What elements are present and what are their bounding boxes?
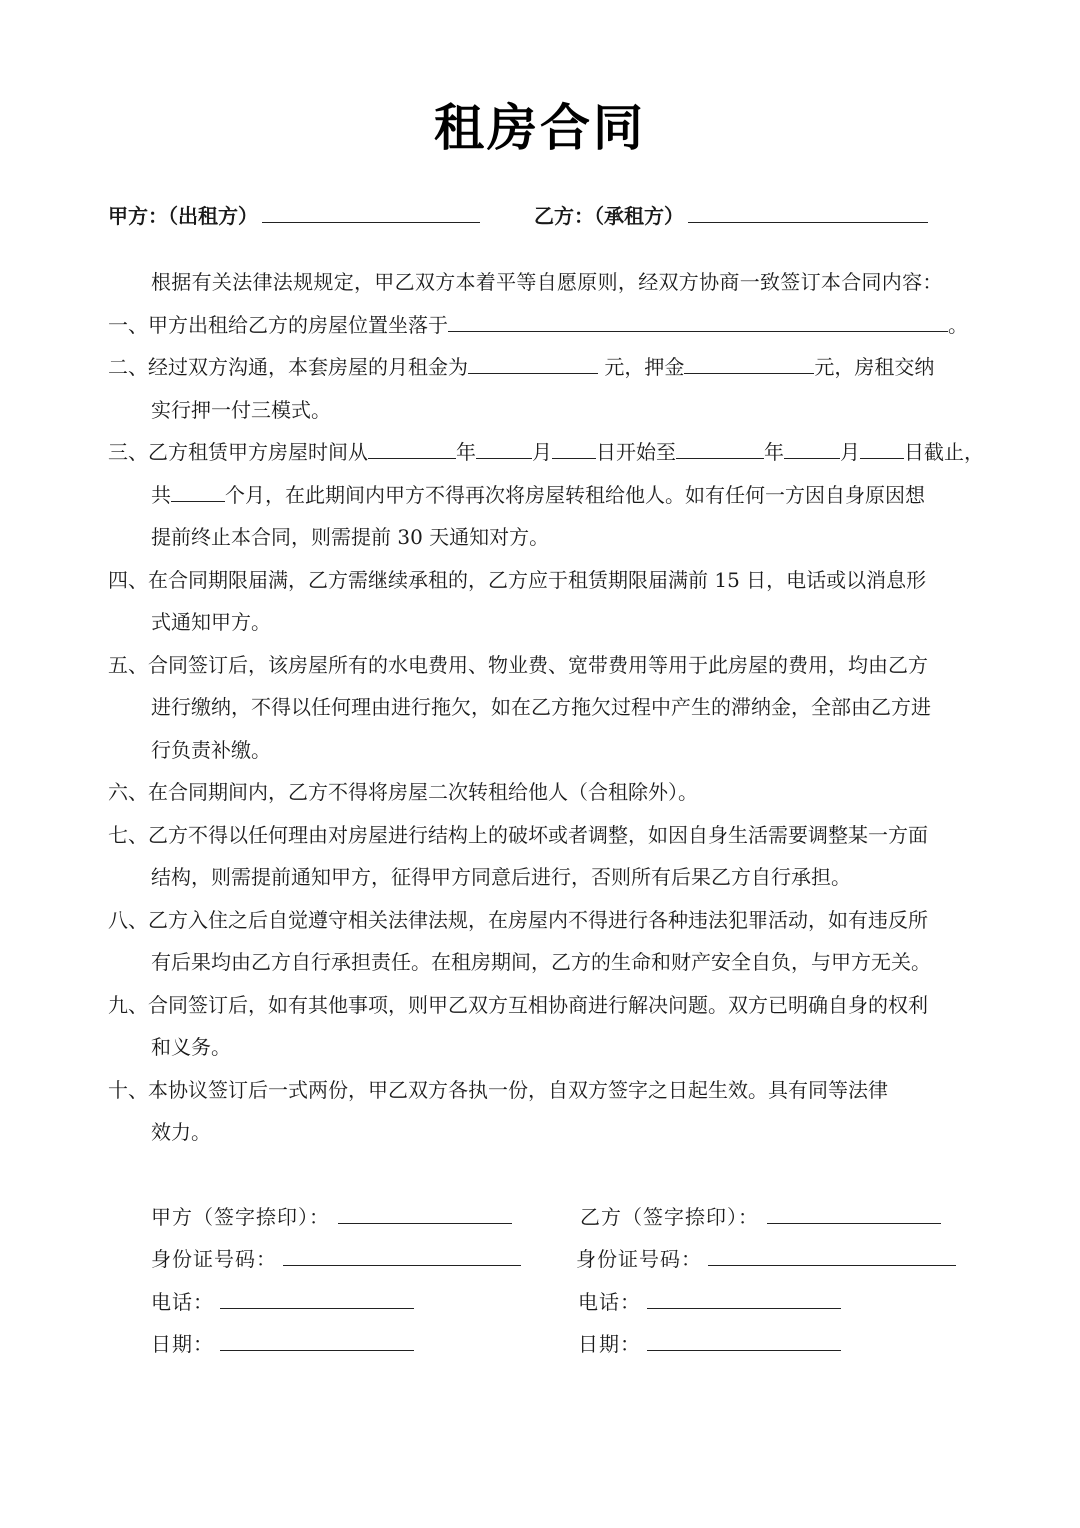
- clause-2-c: 元，房租交纳: [814, 355, 935, 379]
- end-day-blank[interactable]: [860, 438, 904, 459]
- clause-2-b: 元，押金: [604, 355, 685, 379]
- page-title: 租房合同: [434, 99, 646, 157]
- clause-3-year2: 年: [764, 440, 784, 464]
- party-b-sign-label: 乙方（签字捺印）：: [580, 1205, 759, 1229]
- party-a-id-blank[interactable]: [283, 1245, 521, 1266]
- clause-9-line2: 和义务。: [151, 1035, 231, 1059]
- party-b-label: 乙方：（承租方）: [534, 204, 684, 228]
- clause-1-end: 。: [948, 313, 968, 337]
- party-b-signature-blank[interactable]: [767, 1203, 941, 1224]
- party-a-phone-row: [151, 1288, 414, 1316]
- party-a-date-label: 日期：: [151, 1332, 214, 1356]
- party-b-phone-label: 电话：: [578, 1290, 641, 1314]
- party-b-phone-blank[interactable]: [647, 1288, 841, 1309]
- clause-3-end: 日截止，: [904, 440, 984, 464]
- clause-3-line2: [151, 481, 925, 509]
- party-b-id-blank[interactable]: [708, 1245, 956, 1266]
- start-month-blank[interactable]: [476, 438, 532, 459]
- clause-3-month: 月: [532, 440, 552, 464]
- clause-7-line2: 结构，则需提前通知甲方，征得甲方同意后进行，否则所有后果乙方自行承担。: [151, 865, 851, 889]
- clause-2: [108, 353, 934, 381]
- party-b-date-label: 日期：: [578, 1332, 641, 1356]
- party-b-phone-row: [578, 1288, 841, 1316]
- clause-3-line2-rest: 个月，在此期间内甲方不得再次将房屋转租给他人。如有任何一方因自身原因想: [225, 483, 925, 507]
- clause-5-line3: 行负责补缴。: [151, 738, 271, 762]
- clause-2-a: 二、经过双方沟通，本套房屋的月租金为: [108, 355, 468, 379]
- party-b-date-row: [578, 1330, 841, 1358]
- clause-1-text: 一、甲方出租给乙方的房屋位置坐落于: [108, 313, 448, 337]
- end-month-blank[interactable]: [784, 438, 840, 459]
- party-a-date-blank[interactable]: [220, 1330, 414, 1351]
- clause-3-start: 日开始至: [596, 440, 676, 464]
- clause-6-line1: 六、在合同期间内，乙方不得将房屋二次转租给他人（合租除外）。: [108, 780, 698, 804]
- clause-3-month2: 月: [840, 440, 860, 464]
- deposit-blank[interactable]: [684, 353, 814, 374]
- party-a-signature-row: [151, 1203, 512, 1231]
- party-a-id-row: [151, 1245, 521, 1273]
- party-a-date-row: [151, 1330, 414, 1358]
- clause-7-line1: 七、乙方不得以任何理由对房屋进行结构上的破坏或者调整，如因自身生活需要调整某一方面: [108, 823, 928, 847]
- intro-text: 根据有关法律法规规定，甲乙双方本着平等自愿原则，经双方协商一致签订本合同内容：: [151, 270, 943, 294]
- party-a-phone-blank[interactable]: [220, 1288, 414, 1309]
- clause-8-line1: 八、乙方入住之后自觉遵守相关法律法规，在房屋内不得进行各种违法犯罪活动，如有违反所: [108, 908, 928, 932]
- clause-1: [108, 311, 968, 339]
- party-a-header: [108, 200, 480, 229]
- party-a-blank[interactable]: [262, 202, 480, 223]
- party-b-signature-row: [580, 1203, 941, 1231]
- party-b-date-blank[interactable]: [647, 1330, 841, 1351]
- party-b-header: [534, 200, 928, 229]
- clause-8-line2: 有后果均由乙方自行承担责任。在租房期间，乙方的生命和财产安全自负，与甲方无关。: [151, 950, 931, 974]
- party-b-id-label: 身份证号码：: [576, 1247, 702, 1271]
- clause-4-line2: 式通知甲方。: [151, 610, 271, 634]
- clause-3-line3: 提前终止本合同，则需提前 30 天通知对方。: [151, 525, 550, 549]
- clause-5-line1: 五、合同签订后，该房屋所有的水电费用、物业费、宽带费用等用于此房屋的费用，均由乙方: [108, 653, 928, 677]
- clause-10-line2: 效力。: [151, 1120, 211, 1144]
- clause-3-year: 年: [456, 440, 476, 464]
- party-a-sign-label: 甲方（签字捺印）：: [151, 1205, 330, 1229]
- party-a-phone-label: 电话：: [151, 1290, 214, 1314]
- monthly-rent-blank[interactable]: [468, 353, 598, 374]
- clause-5-line2: 进行缴纳，不得以任何理由进行拖欠，如在乙方拖欠过程中产生的滞纳金，全部由乙方进: [151, 695, 931, 719]
- clause-3-total: 共: [151, 483, 171, 507]
- party-b-id-row: [576, 1245, 956, 1273]
- total-months-blank[interactable]: [171, 481, 225, 502]
- party-b-blank[interactable]: [688, 202, 928, 223]
- party-a-label: 甲方：（出租方）: [108, 204, 258, 228]
- clause-10-line1: 十、本协议签订后一式两份，甲乙双方各执一份，自双方签字之日起生效。具有同等法律: [108, 1078, 888, 1102]
- clause-9-line1: 九、合同签订后，如有其他事项，则甲乙双方互相协商进行解决问题。双方已明确自身的权利: [108, 993, 928, 1017]
- end-year-blank[interactable]: [676, 438, 764, 459]
- clause-3: [108, 438, 984, 466]
- clause-4-line1: 四、在合同期限届满，乙方需继续承租的，乙方应于租赁期限届满前 15 日，电话或以消息形: [108, 568, 927, 592]
- start-year-blank[interactable]: [368, 438, 456, 459]
- party-a-signature-blank[interactable]: [338, 1203, 512, 1224]
- clause-3-a: 三、乙方租赁甲方房屋时间从: [108, 440, 368, 464]
- property-address-blank[interactable]: [448, 311, 948, 332]
- clause-2-line2: 实行押一付三模式。: [151, 398, 331, 422]
- start-day-blank[interactable]: [552, 438, 596, 459]
- party-a-id-label: 身份证号码：: [151, 1247, 277, 1271]
